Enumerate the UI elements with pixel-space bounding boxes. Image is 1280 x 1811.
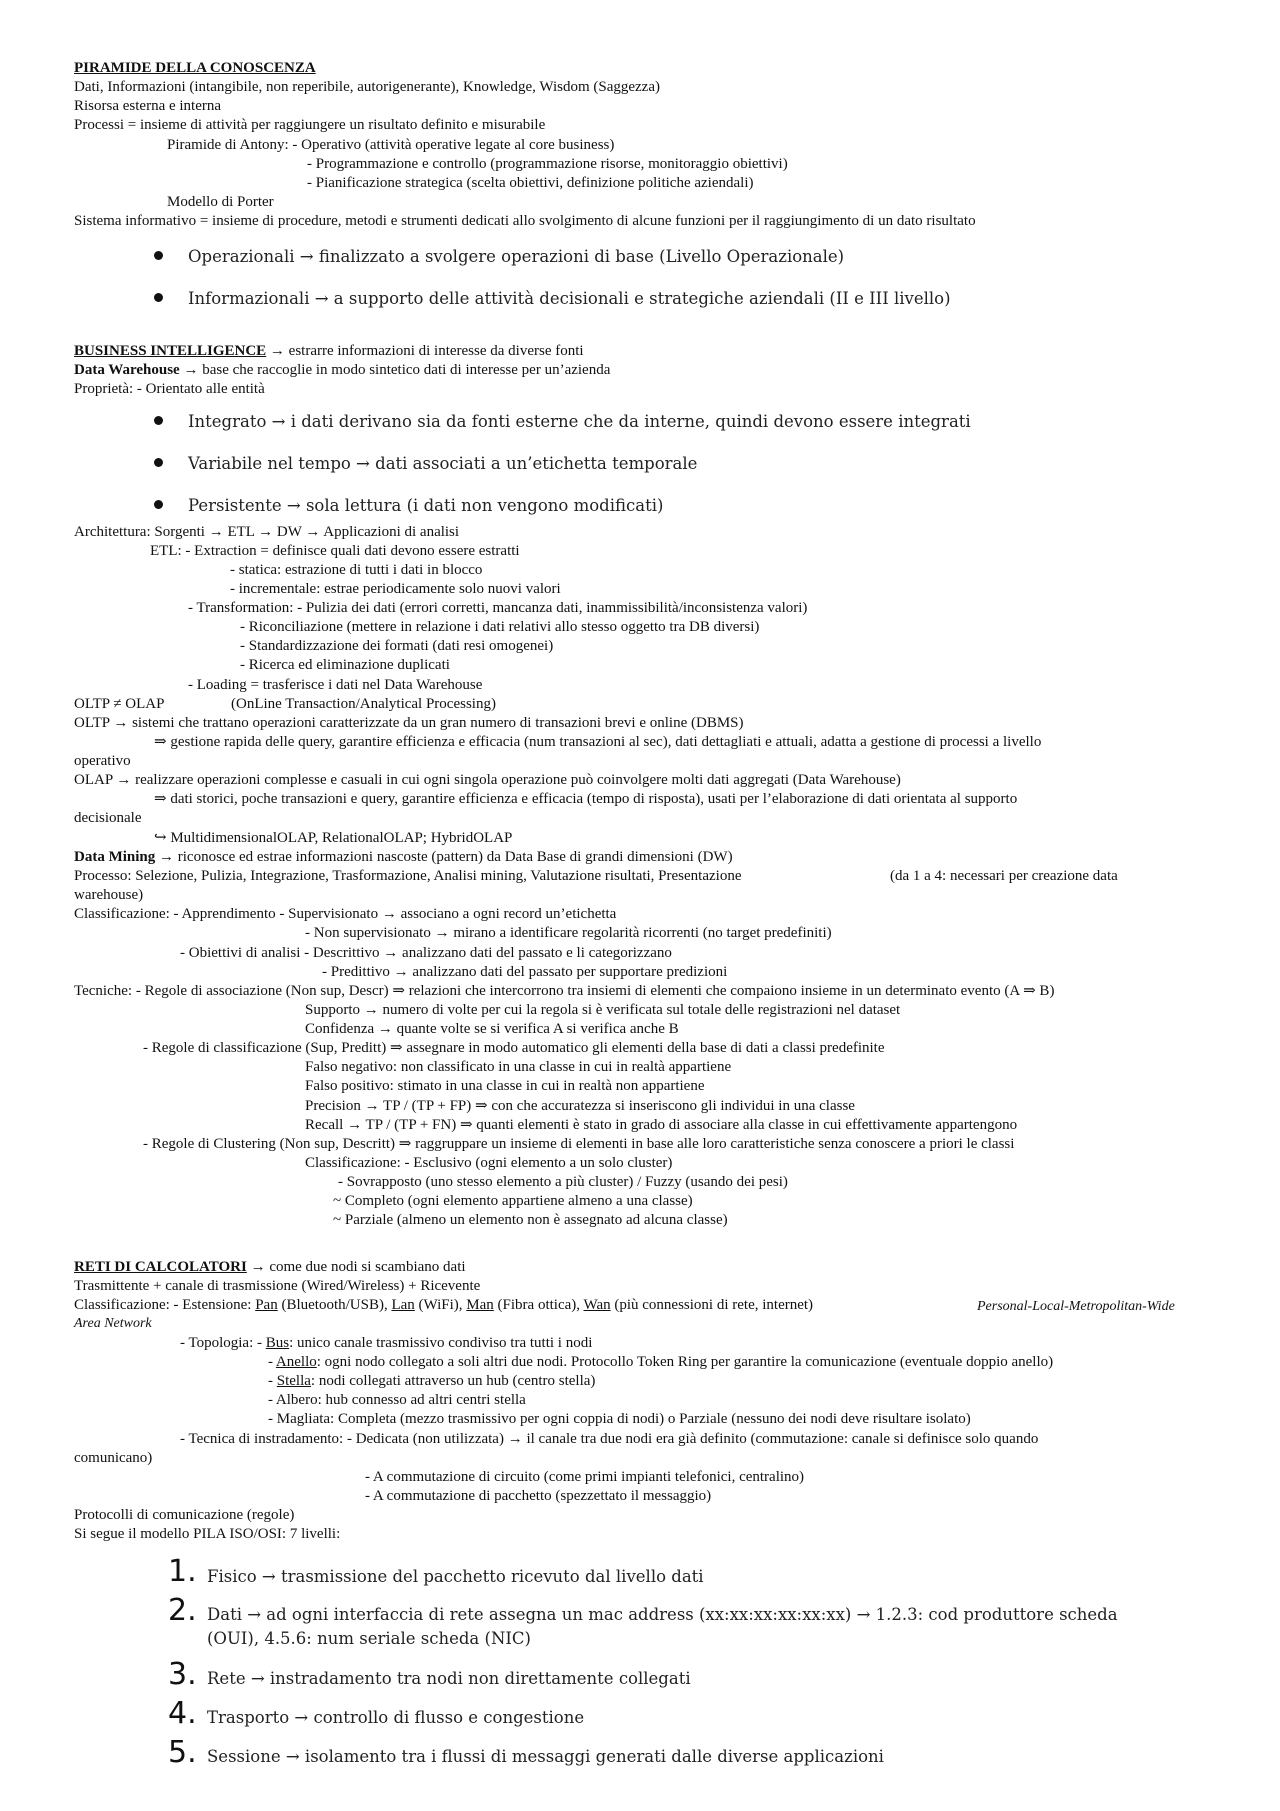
text-line: Sistema informativo = insieme di procedure, metodi e strumenti dedicati allo svolgimento di alcune funzioni per il raggiungimento di un dato risultato	[74, 213, 976, 229]
text-line: (OnLine Transaction/Analytical Processing)	[231, 696, 496, 712]
list-item: Fisico → trasmissione del pacchetto ricevuto dal livello dati	[207, 1567, 704, 1586]
text-fragment: : nodi collegati attraverso un hub (centro stella)	[310, 1373, 596, 1389]
text-line: - Ricerca ed eliminazione duplicati	[240, 657, 450, 673]
text-line	[180, 1334, 592, 1354]
text-line: - Standardizzazione dei formati (dati resi omogenei)	[240, 638, 554, 654]
text-line: - Magliata: Completa (mezzo trasmissivo per ogni coppia di nodi) o Parziale (nessuno dei nodi deve risultare isolato)	[268, 1411, 971, 1427]
text-line: - A commutazione di circuito (come primi impianti telefonici, centralino)	[365, 1469, 805, 1485]
term-stella: Stella	[276, 1373, 311, 1389]
text-line: Falso negativo: non classificato in una classe in cui in realtà appartiene	[305, 1059, 732, 1075]
text-line: - Transformation: - Pulizia dei dati (errori corretti, mancanza dati, inammissibilità/inconsistenza valori)	[188, 600, 808, 616]
text-line: decisionale	[74, 810, 142, 826]
term-definition: → base che raccoglie in modo sintetico dati di interesse per un’azienda	[179, 362, 611, 378]
text-line: ETL: - Extraction = definisce quali dati devono essere estratti	[150, 543, 520, 559]
text-line: (da 1 a 4: necessari per creazione data	[890, 868, 1118, 884]
text-line	[268, 1372, 595, 1392]
list-item-continued: (OUI), 4.5.6: num seriale scheda (NIC)	[207, 1629, 531, 1648]
bullet-item: Informazionali → a supporto delle attività decisionali e strategiche aziendali (II e III livello)	[188, 289, 951, 308]
text-line: Precision → TP / (TP + FP) ⇒ con che accuratezza si inseriscono gli individui in una classe	[305, 1098, 855, 1114]
text-line: ↪ MultidimensionalOLAP, RelationalOLAP; HybridOLAP	[154, 830, 513, 846]
list-number: 4.	[168, 1696, 197, 1731]
text-fragment: -	[268, 1373, 277, 1389]
text-fragment: : unico canale trasmissivo condiviso tra tutti i nodi	[289, 1335, 593, 1351]
text-line: Processo: Selezione, Pulizia, Integrazione, Trasformazione, Analisi mining, Valutazione risultati, Presentazione	[74, 868, 742, 884]
text-line: - Riconciliazione (mettere in relazione i dati relativi allo stesso oggetto tra DB diversi)	[240, 619, 760, 635]
text-line: - A commutazione di pacchetto (spezzettato il messaggio)	[365, 1488, 712, 1504]
term-anello: Anello	[275, 1354, 317, 1370]
text-line: warehouse)	[74, 887, 144, 903]
text-line	[74, 848, 733, 868]
text-fragment: (più connessioni di rete, internet)	[610, 1297, 814, 1313]
bullet-item: Variabile nel tempo → dati associati a un’etichetta temporale	[188, 454, 698, 473]
text-line: operativo	[74, 753, 131, 769]
text-line: - statica: estrazione di tutti i dati in blocco	[230, 562, 483, 578]
text-line: Confidenza → quante volte se si verifica A si verifica anche B	[305, 1021, 679, 1037]
term-data-warehouse: Data Warehouse	[74, 362, 180, 378]
text-line: - Albero: hub connesso ad altri centri stella	[268, 1392, 526, 1408]
list-number: 1.	[168, 1554, 197, 1589]
text-line: Recall → TP / (TP + FN) ⇒ quanti elementi è stato in grado di associare alla classe in cui effettivamente appartengono	[305, 1117, 1018, 1133]
text-line: - Regole di classificazione (Sup, Preditt) ⇒ assegnare in modo automatico gli elementi della base di dati a classi predefinite	[143, 1040, 885, 1056]
bullet-icon	[154, 500, 163, 509]
note-italic: Personal-Local-Metropolitan-Wide	[977, 1299, 1175, 1314]
text-line: OLTP ≠ OLAP	[74, 696, 165, 712]
text-line: - Sovrapposto (uno stesso elemento a più cluster) / Fuzzy (usando dei pesi)	[338, 1174, 788, 1190]
text-line: - Tecnica di instradamento: - Dedicata (non utilizzata) → il canale tra due nodi era già definito (commutazione: canale si definisce solo quando	[180, 1431, 1039, 1447]
text-fragment: : ogni nodo collegato a soli altri due nodi. Protocollo Token Ring per garantire la comunicazione (eventuale doppio anello)	[316, 1354, 1054, 1370]
text-line: Proprietà: - Orientato alle entità	[74, 381, 265, 397]
text-line: - Loading = trasferisce i dati nel Data Warehouse	[188, 677, 483, 693]
text-line: - Pianificazione strategica (scelta obiettivi, definizione politiche aziendali)	[307, 175, 754, 191]
bullet-icon	[154, 293, 163, 302]
term-definition: → riconosce ed estrae informazioni nascoste (pattern) da Data Base di grandi dimensioni (DW)	[155, 849, 733, 865]
text-line: OLTP → sistemi che trattano operazioni caratterizzate da un gran numero di transazioni brevi e online (DBMS)	[74, 715, 744, 731]
term-lan: Lan	[391, 1297, 415, 1313]
text-line: Si segue il modello PILA ISO/OSI: 7 livelli:	[74, 1526, 341, 1542]
text-line: - Non supervisionato → mirano a identificare regolarità ricorrenti (no target predefiniti)	[305, 925, 832, 941]
text-line: Tecniche: - Regole di associazione (Non sup, Descr) ⇒ relazioni che intercorrono tra insiemi di elementi che compaiono insieme in un determinato evento (A ⇒ B)	[74, 983, 1055, 999]
list-number: 3.	[168, 1657, 197, 1692]
text-line: Supporto → numero di volte per cui la regola si è verificata sul totale delle registrazioni nel dataset	[305, 1002, 901, 1018]
text-line: Trasmittente + canale di trasmissione (Wired/Wireless) + Ricevente	[74, 1278, 481, 1294]
text-line: - Predittivo → analizzano dati del passato per supportare predizioni	[322, 964, 728, 980]
text-line: ~ Completo (ogni elemento appartiene almeno a una classe)	[333, 1193, 693, 1209]
text-line	[74, 1296, 813, 1316]
text-line	[74, 361, 610, 381]
term-bus: Bus	[265, 1335, 290, 1351]
text-line: comunicano)	[74, 1450, 153, 1466]
section-title-business-intelligence: BUSINESS INTELLIGENCE	[74, 343, 267, 359]
text-line: Modello di Porter	[167, 194, 274, 210]
bullet-icon	[154, 251, 163, 260]
text-line: - incrementale: estrae periodicamente solo nuovi valori	[230, 581, 561, 597]
text-fragment: -	[268, 1354, 276, 1370]
section-heading-bi	[74, 342, 584, 362]
text-line: OLAP → realizzare operazioni complesse e casuali in cui ogni singola operazione può coinvolgere molti dati aggregati (Data Warehouse)	[74, 772, 901, 788]
text-line: Processi = insieme di attività per raggiungere un risultato definito e misurabile	[74, 117, 546, 133]
text-line: - Programmazione e controllo (programmazione risorse, monitoraggio obiettivi)	[307, 156, 788, 172]
list-item: Rete → instradamento tra nodi non direttamente collegati	[207, 1669, 691, 1688]
text-line: ⇒ gestione rapida delle query, garantire efficienza e efficacia (num transazioni al sec), dati dettagliati e attuali, adatta a gestione di processi a livello	[154, 734, 1042, 750]
section-title-reti-di-calcolatori: RETI DI CALCOLATORI	[74, 1259, 247, 1275]
text-line: Protocolli di comunicazione (regole)	[74, 1507, 295, 1523]
text-line: Architettura: Sorgenti → ETL → DW → Applicazioni di analisi	[74, 524, 460, 540]
section-title-rest: → estrarre informazioni di interesse da diverse fonti	[266, 343, 584, 359]
section-heading-reti	[74, 1258, 466, 1278]
bullet-item: Persistente → sola lettura (i dati non vengono modificati)	[188, 496, 664, 515]
text-line: Piramide di Antony: - Operativo (attività operative legate al core business)	[167, 137, 615, 153]
bullet-item: Operazionali → finalizzato a svolgere operazioni di base (Livello Operazionale)	[188, 247, 845, 266]
text-line	[268, 1353, 1053, 1373]
text-line: Dati, Informazioni (intangibile, non reperibile, autorigenerante), Knowledge, Wisdom (Saggezza)	[74, 79, 660, 95]
term-man: Man	[466, 1297, 494, 1313]
text-line: ~ Parziale (almeno un elemento non è assegnato ad alcuna classe)	[333, 1212, 728, 1228]
bullet-icon	[154, 458, 163, 467]
list-item: Trasporto → controllo di flusso e congestione	[207, 1708, 585, 1727]
note-italic: Area Network	[74, 1316, 152, 1331]
text-line: ⇒ dati storici, poche transazioni e query, garantire efficienza e efficacia (tempo di risposta), usati per l’elaborazione di dati orientata al supporto	[154, 791, 1018, 807]
list-number: 5.	[168, 1735, 197, 1770]
text-fragment: (Bluetooth/USB),	[277, 1297, 392, 1313]
list-item: Sessione → isolamento tra i flussi di messaggi generati dalle diverse applicazioni	[207, 1747, 884, 1766]
text-fragment: Classificazione: - Estensione:	[74, 1297, 256, 1313]
text-line: - Regole di Clustering (Non sup, Descritt) ⇒ raggruppare un insieme di elementi in base alle loro caratteristiche senza conoscere a priori le classi	[143, 1136, 1015, 1152]
text-line: Falso positivo: stimato in una classe in cui in realtà non appartiene	[305, 1078, 705, 1094]
term-pan: Pan	[255, 1297, 278, 1313]
term-data-mining: Data Mining	[74, 849, 156, 865]
text-line: - Obiettivi di analisi - Descrittivo → analizzano dati del passato e li categorizzano	[180, 945, 672, 961]
text-line: Classificazione: - Apprendimento - Supervisionato → associano a ogni record un’etichetta	[74, 906, 617, 922]
section-title-rest: → come due nodi si scambiano dati	[246, 1259, 466, 1275]
text-fragment: (WiFi),	[414, 1297, 467, 1313]
term-wan: Wan	[583, 1297, 611, 1313]
section-title-piramide: PIRAMIDE DELLA CONOSCENZA	[74, 60, 316, 76]
text-line: Risorsa esterna e interna	[74, 98, 222, 114]
list-number: 2.	[168, 1593, 197, 1628]
bullet-item: Integrato → i dati derivano sia da fonti esterne che da interne, quindi devono essere integrati	[188, 412, 971, 431]
text-fragment: (Fibra ottica),	[493, 1297, 584, 1313]
bullet-icon	[154, 416, 163, 425]
text-line: Classificazione: - Esclusivo (ogni elemento a un solo cluster)	[305, 1155, 673, 1171]
list-item: Dati → ad ogni interfaccia di rete assegna un mac address (xx:xx:xx:xx:xx:xx) → 1.2.3: cod produttore scheda	[207, 1605, 1118, 1624]
text-fragment: - Topologia: -	[180, 1335, 266, 1351]
